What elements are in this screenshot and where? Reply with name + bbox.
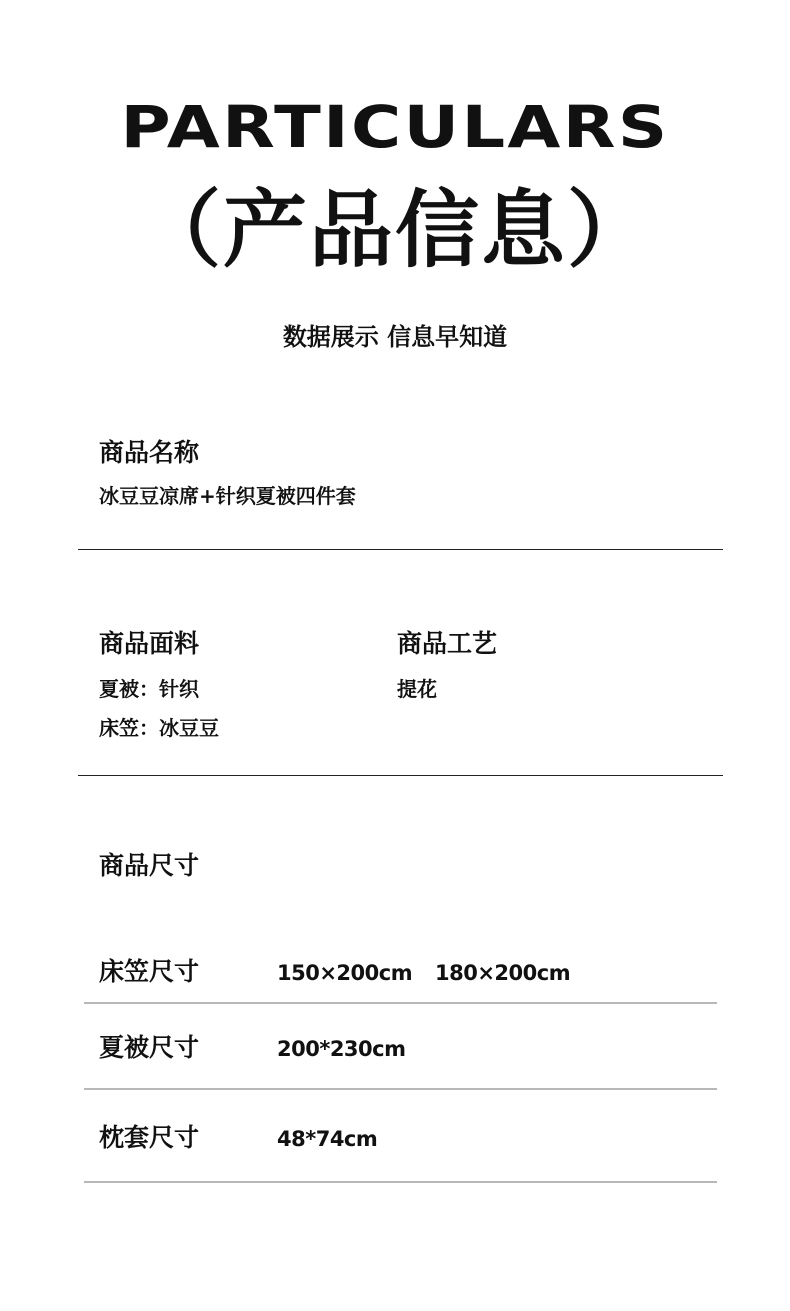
size-row-value: 150×200cm [277, 961, 413, 985]
size-row-value: 180×200cm [435, 961, 571, 985]
title-chinese: （产品信息） [136, 181, 653, 279]
size-row-label-quilt: 夏被尺寸 [99, 1033, 200, 1062]
material-line-quilt: 夏被：针织 [99, 677, 199, 701]
size-row-label-fitted-sheet: 床笠尺寸 [99, 957, 200, 986]
size-row-label-pillowcase: 枕套尺寸 [99, 1123, 200, 1152]
material-line-sheet: 床笠：冰豆豆 [99, 716, 219, 740]
material-label: 商品面料 [99, 629, 200, 658]
size-label: 商品尺寸 [99, 851, 200, 880]
craft-label: 商品工艺 [397, 629, 498, 658]
size-row-value: 48*74cm [277, 1127, 378, 1151]
table-divider [84, 1088, 717, 1090]
craft-value: 提花 [397, 677, 437, 701]
section-divider [78, 775, 723, 776]
size-row-value: 200*230cm [277, 1037, 406, 1061]
title-english: PARTICULARS [120, 93, 670, 161]
product-name-value: 冰豆豆凉席+针织夏被四件套 [99, 484, 356, 508]
subtitle: 数据展示 信息早知道 [282, 323, 508, 351]
product-name-label: 商品名称 [99, 438, 200, 467]
section-divider [78, 549, 723, 550]
table-divider [84, 1002, 717, 1004]
table-divider [84, 1181, 717, 1183]
